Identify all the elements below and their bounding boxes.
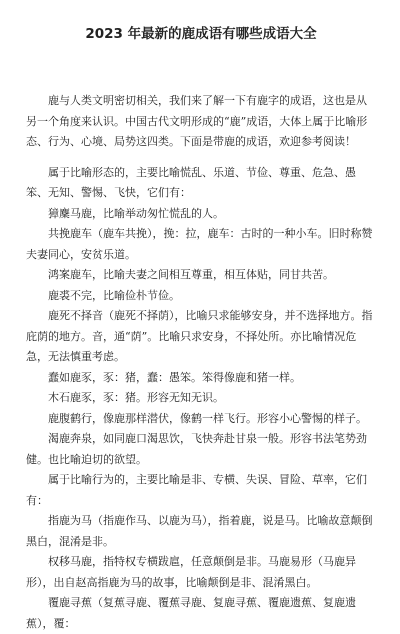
paragraph-idiom: 鸿案鹿车，比喻夫妻之间相互尊重，相互体贴，同甘共苦。 [48, 268, 334, 281]
paragraph-idiom: 鹿死不择音（鹿死不择荫），比喻只求能够安身，并不选择地方。指庇荫的地方。音，通“荫”。比喻只求安身，不择处所。亦比喻情况危急，无法慎重考虑。 [26, 309, 373, 363]
paragraph-behavior-category: 属于比喻行为的，主要比喻是非、专横、失误、冒险、草率，它们有： [26, 473, 367, 507]
paragraph-idiom: 鹿腹鹤行，像鹿那样潜伏，像鹤一样飞行。形容小心警惕的样子。 [48, 411, 367, 425]
paragraph-idiom: 共挽鹿车（鹿车共挽），挽：拉，鹿车：古时的一种小车。旧时称赞夫妻同心，安贫乐道。 [26, 227, 373, 261]
paragraph-idiom: 鹿裘不完，比喻俭朴节俭。 [48, 288, 180, 302]
paragraph-idiom: 獐麇马鹿，比喻举动匆忙慌乱的人。 [48, 206, 224, 220]
paragraph-idiom: 指鹿为马（指鹿作马、以鹿为马），指着鹿，说是马。比喻故意颠倒黑白，混淆是非。 [26, 514, 373, 548]
paragraph-idiom: 渴鹿奔泉，如同鹿口渴思饮，飞快奔赴甘泉一般。形容书法笔势劲健。也比喻迫切的欲望。 [26, 432, 367, 466]
paragraph-idiom: 覆鹿寻蕉（复蕉寻鹿、覆蕉寻鹿、复鹿寻蕉、覆鹿遗蕉、复鹿遗蕉），覆： [26, 596, 356, 630]
paragraph-idiom: 权移马鹿，指特权专横跋扈，任意颠倒是非。马鹿易形（马鹿异形），出自赵高指鹿为马的故事，比喻颠倒是非、混淆黑白。 [26, 555, 356, 589]
paragraph-idiom: 蠢如鹿豕，豕：猪，蠢：愚笨。笨得像鹿和猪一样。 [48, 370, 301, 384]
paragraph-intro: 鹿与人类文明密切相关，我们来了解一下有鹿字的成语，这也是从另一个角度来认识。中国古代文明形成的“鹿”成语，大体上属于比喻形态、行为、心境、局势这四类。下面是带鹿的成语，欢迎参考阅读！ [26, 94, 368, 148]
paragraph-form-category: 属于比喻形态的，主要比喻慌乱、乐道、节俭、尊重、危急、愚笨、无知、警惕、飞快，它们有： [26, 165, 356, 199]
article-body [26, 91, 376, 634]
paragraph-idiom: 木石鹿豕，豕：猪。形容无知无识。 [48, 391, 224, 404]
article-title: 2023 年最新的鹿成语有哪些成语大全 [85, 26, 317, 42]
